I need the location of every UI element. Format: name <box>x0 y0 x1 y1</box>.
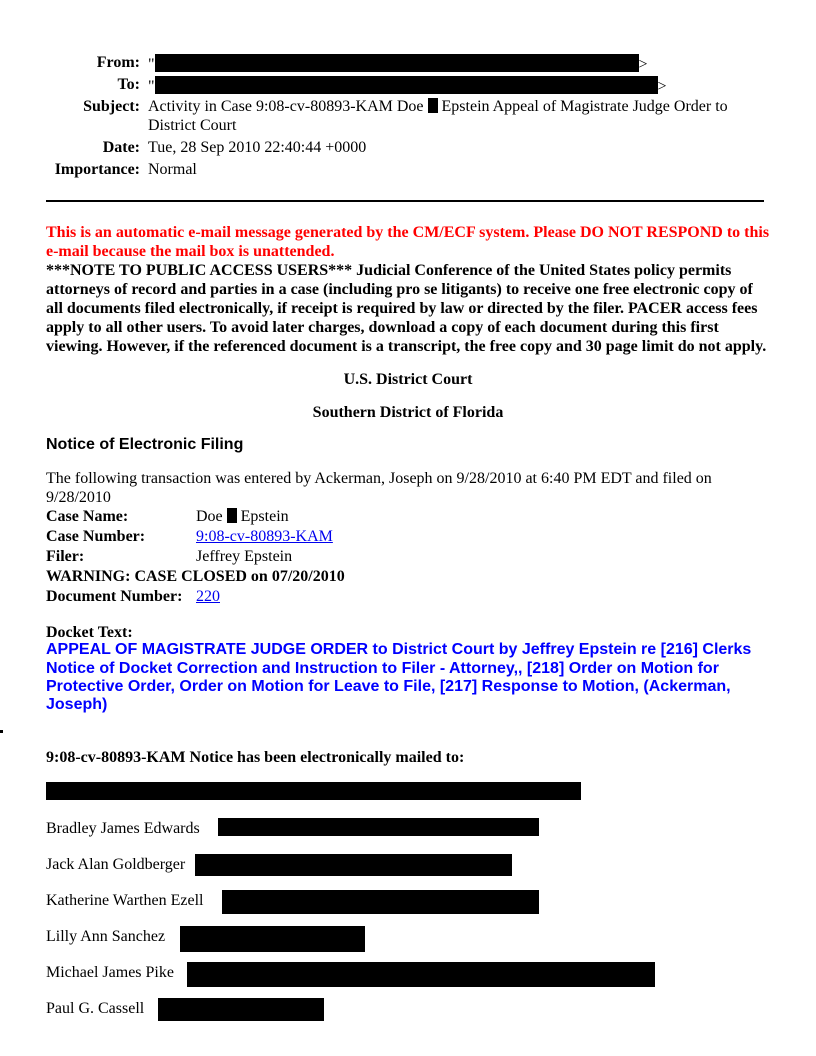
to-label: To: <box>117 76 140 93</box>
recipient-name: Jack Alan Goldberger <box>46 856 186 873</box>
subject-value: Activity in Case 9:08-cv-80893-KAM Doe Epstein Appeal of Magistrate Judge Order to <box>148 98 728 115</box>
public-access-note-line5: viewing. However, if the referenced document is a transcript, the free copy and 30 page limit do not apply. <box>46 338 767 355</box>
recipient-row <box>46 928 165 946</box>
filer-value: Jeffrey Epstein <box>196 548 293 565</box>
docket-text-line2: Notice of Docket Correction and Instruction to Filer - Attorney,, [218] Order on Motion for <box>46 660 719 677</box>
recipient-name: Paul G. Cassell <box>46 1000 145 1017</box>
docket-text-label: Docket Text: <box>46 624 133 641</box>
subject-label: Subject: <box>83 98 140 115</box>
to-value: " > <box>148 78 667 95</box>
docket-text-line4: Joseph) <box>46 696 108 713</box>
recipient-row <box>46 892 203 910</box>
redaction-block <box>158 998 324 1021</box>
recipient-row <box>46 964 174 982</box>
recipient-name: Lilly Ann Sanchez <box>46 928 166 945</box>
subject-value-line2: District Court <box>148 117 237 134</box>
redaction-block <box>428 98 438 113</box>
importance-label: Importance: <box>54 161 140 178</box>
from-value: " > <box>148 56 648 73</box>
auto-message-warning-line1: This is an automatic e-mail message generated by the CM/ECF system. Please DO NOT RESPOND to this <box>46 224 770 241</box>
recipient-name: Katherine Warthen Ezell <box>46 892 204 909</box>
docket-text-line3: Protective Order, Order on Motion for Leave to File, [217] Response to Motion, (Ackerman, <box>46 678 731 695</box>
recipient-name: Bradley James Edwards <box>46 820 200 837</box>
redaction-block <box>155 54 639 72</box>
recipient-row <box>46 820 200 838</box>
court-name: U.S. District Court <box>343 371 473 388</box>
redaction-block <box>187 962 655 987</box>
date-label: Date: <box>102 139 140 156</box>
recipient-name: Michael James Pike <box>46 964 174 981</box>
document-number-link[interactable]: 220 <box>196 588 220 605</box>
public-access-note-line1: ***NOTE TO PUBLIC ACCESS USERS*** Judicial Conference of the United States policy permits <box>46 262 732 279</box>
recipient-row <box>46 1000 144 1018</box>
nef-heading: Notice of Electronic Filing <box>46 436 244 453</box>
recipient-row <box>46 856 185 874</box>
public-access-note-line3: all documents filed electronically, if receipt is required by law or directed by the filer. PACER access fees <box>46 300 758 317</box>
mailing-heading: 9:08-cv-80893-KAM Notice has been electronically mailed to: <box>46 749 465 766</box>
public-access-note-line4: apply to all other users. To avoid later charges, download a copy of each document during this first <box>46 319 719 336</box>
transaction-line2: 9/28/2010 <box>46 489 111 506</box>
auto-message-warning-line2: e-mail because the mail box is unattended. <box>46 243 335 260</box>
header-divider <box>46 200 764 202</box>
date-value: Tue, 28 Sep 2010 22:40:44 +0000 <box>148 139 367 156</box>
redaction-block <box>180 926 365 952</box>
case-name-value: Doe Epstein <box>196 508 289 525</box>
case-number-label: Case Number: <box>46 528 146 545</box>
redaction-block <box>222 890 539 914</box>
redaction-block <box>218 818 539 836</box>
document-number-label: Document Number: <box>46 588 183 605</box>
margin-mark <box>0 730 3 733</box>
case-name-label: Case Name: <box>46 508 129 525</box>
redaction-block <box>227 508 237 523</box>
redaction-block <box>46 782 581 800</box>
court-district: Southern District of Florida <box>312 404 504 421</box>
importance-value: Normal <box>148 161 197 178</box>
redaction-block <box>155 76 658 94</box>
from-label: From: <box>96 54 140 71</box>
case-closed-warning: WARNING: CASE CLOSED on 07/20/2010 <box>46 568 345 585</box>
case-number-link[interactable]: 9:08-cv-80893-KAM <box>196 528 333 545</box>
redaction-block <box>195 854 512 876</box>
public-access-note-line2: attorneys of record and parties in a case (including pro se litigants) to receive one free electronic copy of <box>46 281 753 298</box>
filer-label: Filer: <box>46 548 85 565</box>
transaction-line1: The following transaction was entered by Ackerman, Joseph on 9/28/2010 at 6:40 PM EDT and filed on <box>46 470 712 487</box>
docket-text-line1: APPEAL OF MAGISTRATE JUDGE ORDER to District Court by Jeffrey Epstein re [216] Clerks <box>46 641 752 658</box>
